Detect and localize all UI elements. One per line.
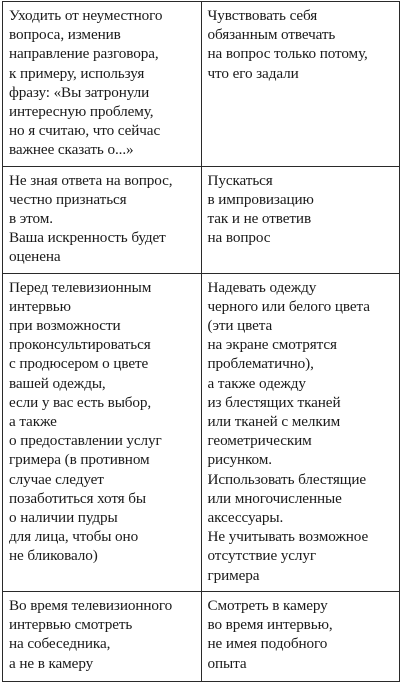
- text-line: Пускаться: [207, 171, 273, 189]
- text-line: во время интервью,: [207, 616, 333, 634]
- dont-text: [208, 596, 396, 673]
- dont-text: [208, 278, 396, 585]
- do-text: [9, 171, 197, 267]
- text-line: черного или белого цвета: [207, 297, 370, 315]
- text-line: но я считаю, что сейчас: [9, 122, 161, 140]
- text-line: на вопрос: [207, 229, 271, 247]
- document-page: [2, 1, 400, 672]
- text-line: о предоставлении услуг: [9, 432, 162, 450]
- text-line: гримера (в противном: [9, 451, 150, 469]
- text-line: Не учитывать возможное: [207, 528, 369, 546]
- text-line: Не зная ответа на вопрос,: [9, 171, 173, 189]
- text-line: не имея подобного: [207, 635, 328, 653]
- text-line: аксессуары.: [207, 509, 284, 527]
- text-line: к примеру, используя: [9, 64, 145, 82]
- text-line: так и не ответив: [207, 210, 312, 228]
- dont-text: [208, 6, 396, 83]
- text-line: оценена: [9, 248, 61, 266]
- text-line: (эти цвета: [207, 317, 273, 335]
- dont-cell: [201, 166, 400, 273]
- text-line: случае следует: [9, 470, 104, 488]
- text-line: Использовать блестящие: [207, 470, 366, 488]
- text-line: вашей одежды,: [9, 374, 106, 392]
- dont-cell: [201, 2, 400, 167]
- table-row: [3, 166, 400, 273]
- text-line: рисунком.: [207, 451, 272, 469]
- text-line: проконсультироваться: [9, 336, 151, 354]
- text-line: Ваша искренность будет: [9, 229, 166, 247]
- text-line: опыта: [207, 654, 247, 672]
- text-line: проблематично),: [207, 355, 314, 373]
- text-line: обязанным отвечать: [207, 26, 336, 44]
- text-line: на вопрос только потому,: [207, 45, 368, 63]
- text-line: в этом.: [9, 210, 53, 228]
- text-line: в импровизацию: [207, 190, 314, 208]
- text-line: отсутствие услуг: [207, 547, 317, 565]
- text-line: Смотреть в камеру: [207, 596, 328, 614]
- text-line: Чувствовать себя: [207, 7, 318, 24]
- text-line: геометрическим: [207, 432, 312, 450]
- text-line: а также: [9, 413, 57, 431]
- text-line: при возможности: [9, 317, 121, 335]
- do-cell: [3, 2, 202, 167]
- advice-table: [2, 1, 400, 682]
- text-line: на собеседника,: [9, 635, 111, 653]
- text-line: интервью смотреть: [9, 616, 133, 634]
- text-line: интервью: [9, 297, 71, 315]
- text-line: фразу: «Вы затронули: [9, 83, 150, 101]
- text-line: а не в камеру: [9, 654, 94, 672]
- dont-text: [208, 171, 396, 248]
- text-line: Во время телевизионного: [9, 596, 173, 614]
- do-cell: [3, 273, 202, 591]
- dont-cell: [201, 273, 400, 591]
- do-text: [9, 596, 197, 673]
- do-text: [9, 278, 197, 566]
- text-line: если у вас есть выбор,: [9, 393, 152, 411]
- do-text: [9, 6, 197, 160]
- text-line: позаботиться хотя бы: [9, 489, 146, 507]
- text-line: с продюсером о цвете: [9, 355, 149, 373]
- text-line: не бликовало): [9, 547, 98, 565]
- text-line: важнее сказать о...»: [9, 141, 134, 159]
- text-line: Уходить от неуместного: [9, 7, 163, 24]
- text-line: что его задали: [207, 64, 299, 82]
- text-line: для лица, чтобы оно: [9, 528, 139, 546]
- text-line: из блестящих тканей: [207, 393, 341, 411]
- table-row: [3, 2, 400, 167]
- text-line: на экране смотрятся: [207, 336, 337, 354]
- text-line: вопроса, изменив: [9, 26, 121, 44]
- text-line: честно признаться: [9, 190, 127, 208]
- table-row: [3, 273, 400, 591]
- text-line: Надевать одежду: [207, 278, 317, 296]
- text-line: или многочисленные: [207, 489, 342, 507]
- text-line: или тканей с мелким: [207, 413, 341, 431]
- text-line: направление разговора,: [9, 45, 159, 63]
- do-cell: [3, 166, 202, 273]
- text-line: интересную проблему,: [9, 103, 154, 121]
- text-line: о наличии пудры: [9, 509, 118, 527]
- text-line: а также одежду: [207, 374, 306, 392]
- text-line: гримера: [207, 566, 260, 584]
- text-line: Перед телевизионным: [9, 278, 152, 296]
